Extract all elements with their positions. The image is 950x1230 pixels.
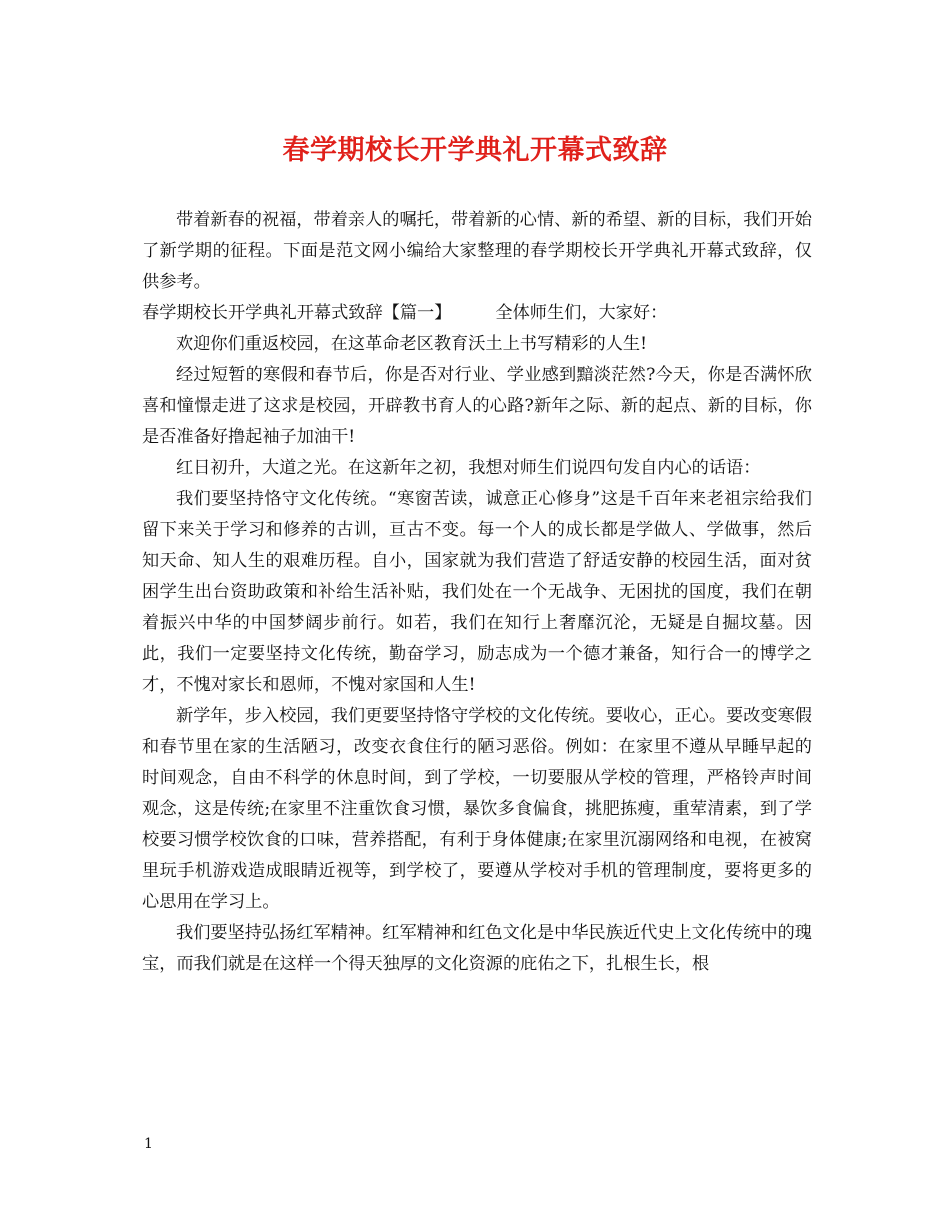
document-body	[142, 205, 812, 980]
document-title: 春学期校长开学典礼开幕式致辞	[282, 135, 668, 166]
body-paragraph: 欢迎你们重返校园，在这革命老区教育沃土上书写精彩的人生!	[176, 334, 647, 354]
page-number: 1	[144, 1136, 153, 1152]
intro-paragraph: 带着新春的祝福，带着亲人的嘱托，带着新的心情、新的希望、新的目标，我们开始了新学期的征程。下面是范文网小编给大家整理的春学期校长开学典礼开幕式致辞，仅供参考。	[142, 210, 812, 292]
greeting: 全体师生们，大家好：	[495, 303, 668, 323]
body-paragraph: 我们要坚持恪守文化传统。“寒窗苦读，诚意正心修身”这是千百年来老祖宗给我们留下来关于学习和修养的古训，亘古不变。每一个人的成长都是学做人、学做事，然后知天命、知人生的艰难历程。自小，国家就为我们营造了舒适安静的校园生活，面对贫困学生出台资助政策和补给生活补贴，我们处在一个无战争、无困扰的国度，我们在朝着振兴中华的中国梦阔步前行。如若，我们在知行上奢靡沉沦，无疑是自掘坟墓。因此，我们一定要坚持文化传统，勤奋学习，励志成为一个德才兼备，知行合一的博学之才，不愧对家长和恩师，不愧对家国和人生!	[142, 489, 812, 695]
section-heading: 春学期校长开学典礼开幕式致辞【篇一】	[142, 303, 452, 323]
body-paragraph: 我们要坚持弘扬红军精神。红军精神和红色文化是中华民族近代史上文化传统中的瑰宝，而我们就是在这样一个得天独厚的文化资源的庇佑之下，扎根生长，根	[142, 923, 812, 974]
body-paragraph: 红日初升，大道之光。在这新年之初，我想对师生们说四句发自内心的话语：	[176, 458, 761, 478]
body-paragraph: 新学年，步入校园，我们更要坚持恪守学校的文化传统。要收心，正心。要改变寒假和春节里在家的生活陋习，改变衣食住行的陋习恶俗。例如：在家里不遵从早睡早起的时间观念，自由不科学的休息时间，到了学校，一切要服从学校的管理，严格铃声时间观念，这是传统;在家里不注重饮食习惯，暴饮多食偏食，挑肥拣瘦，重荤清素，到了学校要习惯学校饮食的口味，营养搭配，有利于身体健康;在家里沉溺网络和电视，在被窝里玩手机游戏造成眼睛近视等，到学校了，要遵从学校对手机的管理制度，要将更多的心思用在学习上。	[142, 706, 812, 912]
section-heading-line	[142, 298, 812, 329]
body-paragraph: 经过短暂的寒假和春节后，你是否对行业、学业感到黯淡茫然?今天，你是否满怀欣喜和憧憬走进了这求是校园，开辟教书育人的心路?新年之际、新的起点、新的目标，你是否准备好撸起袖子加油干!	[142, 365, 812, 447]
